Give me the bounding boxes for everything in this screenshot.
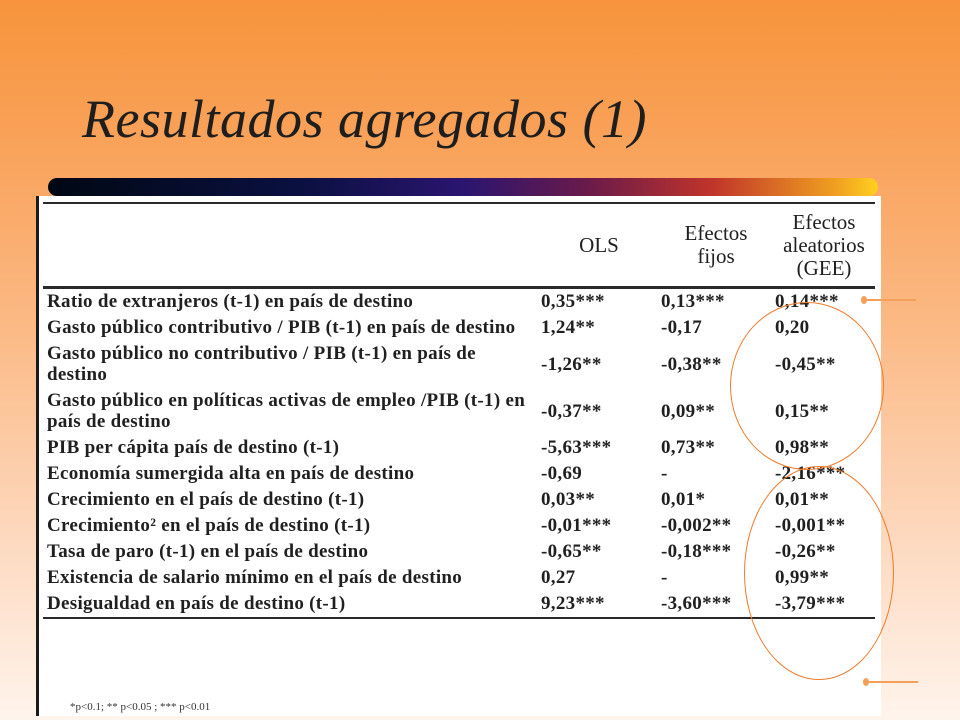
cell-ols: 1,24** [541,317,596,338]
title-divider-bar [48,178,878,196]
cell-ols: -0,37** [541,400,602,422]
cell-random-effects: -0,45** [775,353,836,375]
highlight-ellipse-top [730,302,884,470]
cell-random-effects: -3,79*** [775,593,846,614]
row-label: Existencia de salario mínimo en el país de destino [47,567,463,588]
header-fixed-effects: Efectos fijos [684,221,748,268]
cell-random-effects: -0,26** [775,541,836,562]
cell-ols: 0,27 [541,567,576,588]
header-random-effects: Efectos aleatorios (GEE) [783,209,865,280]
arrow-row-desigualdad [868,681,918,683]
highlight-ellipse-bottom [744,466,894,680]
header-ols: OLS [579,232,619,257]
cell-random-effects: 0,20 [775,317,810,338]
cell-ols: -1,26** [541,353,602,375]
cell-random-effects: 0,99** [775,567,830,588]
cell-ols: -5,63*** [541,437,612,458]
significance-footnote: *p<0.1; ** p<0.05 ; *** p<0.01 [70,701,211,713]
row-label: Economía sumergida alta en país de destino [47,463,415,484]
table-row [43,288,875,316]
row-label: Gasto público en políticas activas de empleo /PIB (t-1) en país de destino [47,390,526,432]
row-label: Crecimiento en el país de destino (t-1) [47,489,365,510]
results-table-panel [36,196,881,716]
row-label: Crecimiento² en el país de destino (t-1) [47,515,371,536]
cell-ols: -0,65** [541,541,602,562]
table-row [43,487,875,513]
cell-random-effects: -0,001** [775,515,846,536]
cell-ols: 0,35*** [541,291,605,312]
cell-fixed-effects: - [661,463,668,484]
arrow-row-ratio [866,299,916,301]
cell-random-effects: -2,16*** [775,463,846,484]
row-label: Ratio de extranjeros (t-1) en país de destino [47,291,414,312]
row-label: PIB per cápita país de destino (t-1) [47,437,340,458]
row-label: Gasto público no contributivo / PIB (t-1) en país de destino [47,343,476,385]
cell-random-effects: 0,01** [775,489,830,510]
cell-fixed-effects: 0,01* [661,489,706,510]
cell-fixed-effects: - [661,567,668,588]
slide-title: Resultados agregados (1) [82,89,647,149]
row-label: Desigualdad en país de destino (t-1) [47,593,346,614]
cell-fixed-effects: -0,002** [661,515,732,536]
cell-fixed-effects: -0,38** [661,353,722,375]
cell-random-effects: 0,14*** [775,291,839,312]
cell-ols: 9,23*** [541,593,605,614]
cell-fixed-effects: 0,73** [661,437,716,458]
cell-random-effects: 0,98** [775,437,830,458]
cell-ols: -0,69 [541,463,583,484]
row-label: Tasa de paro (t-1) en el país de destino [47,541,369,562]
cell-random-effects: 0,15** [775,400,830,422]
table-header-row [43,203,875,288]
cell-ols: -0,01*** [541,515,612,536]
cell-ols: 0,03** [541,489,596,510]
cell-fixed-effects: -0,17 [661,317,703,338]
cell-fixed-effects: -3,60*** [661,593,732,614]
cell-fixed-effects: 0,09** [661,400,716,422]
cell-fixed-effects: -0,18*** [661,541,732,562]
table-row [43,461,875,487]
row-label: Gasto público contributivo / PIB (t-1) en país de destino [47,317,516,338]
cell-fixed-effects: 0,13*** [661,291,725,312]
header-variable [43,203,539,288]
